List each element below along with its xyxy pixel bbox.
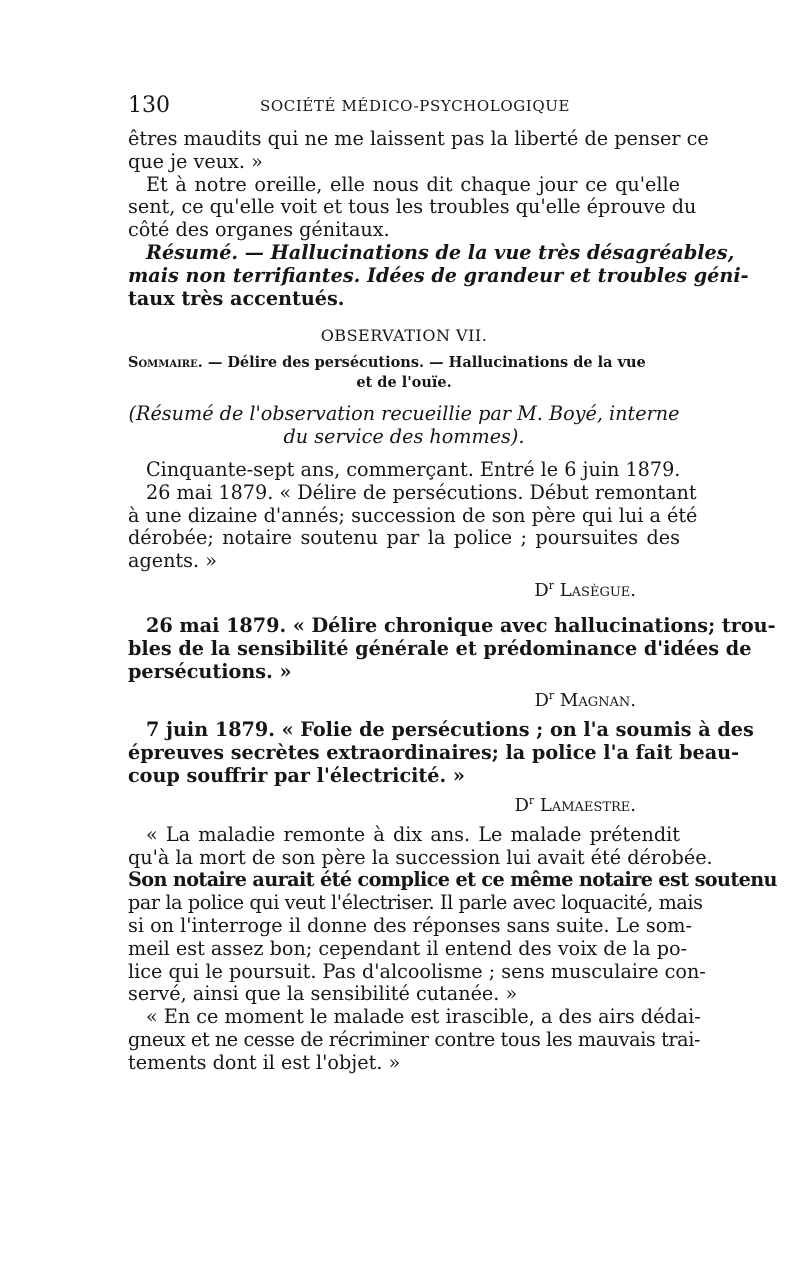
sommaire-text: — Délire des persécutions. — Hallucinations de la vue [207, 354, 646, 372]
text-line: 26 mai 1879. « Délire de persécutions. Début remontant [146, 480, 697, 504]
text-line: dérobée; notaire soutenu par la police ; poursuites des [128, 526, 680, 550]
signature-name: Lamaestre. [539, 794, 636, 816]
sommaire-label: Sommaire. [128, 354, 203, 372]
text-line: lice qui le poursuit. Pas d'alcoolisme ; sens musculaire con- [128, 959, 706, 983]
text-line: Et à notre oreille, elle nous dit chaque jour ce qu'elle [146, 172, 680, 196]
text-line: agents. » [128, 549, 217, 573]
resume-line: taux très accentués. [128, 286, 345, 310]
text-line: gneux et ne cesse de récriminer contre tous les mauvais trai- [128, 1027, 701, 1051]
text-line: servé, ainsi que la sensibilité cutanée. » [128, 982, 518, 1006]
signature-sup: r [548, 578, 554, 592]
page-number: 130 [128, 93, 170, 118]
text-line: 26 mai 1879. « Délire chronique avec hallucinations; trou- [146, 613, 776, 637]
sommaire-line-2: et de l'ouïe. [356, 374, 452, 392]
text-line: 7 juin 1879. « Folie de persécutions ; on l'a soumis à des [146, 718, 754, 742]
text-line: épreuves secrètes extraordinaires; la police l'a fait beau- [128, 741, 740, 765]
observation-subtitle: du service des hommes). [283, 425, 525, 449]
text-line: tements dont il est l'objet. » [128, 1050, 401, 1074]
text-line: « La maladie remonte à dix ans. Le malade prétendit [146, 822, 680, 846]
signature-name: Magnan. [559, 690, 636, 712]
running-title: SOCIÉTÉ MÉDICO-PSYCHOLOGIQUE [260, 97, 571, 115]
signature-magnan [128, 683, 680, 712]
text-line: coup souffrir par l'électricité. » [128, 763, 465, 787]
observation-title: OBSERVATION VII. [320, 326, 488, 346]
page-header [128, 93, 680, 119]
text-line: Son notaire aurait été complice et ce même notaire est soutenu [128, 868, 777, 892]
resume-line: mais non terrifiantes. Idées de grandeur et troubles géni- [128, 263, 749, 287]
text-line: persécutions. » [128, 659, 292, 683]
signature-sup: r [528, 793, 535, 807]
text-line: par la police qui veut l'électriser. Il parle avec loquacité, mais [128, 891, 703, 915]
text-line: sent, ce qu'elle voit et tous les troubles qu'elle éprouve du [128, 195, 697, 219]
text-line: qu'à la mort de son père la succession lui avait été dérobée. [128, 845, 713, 869]
signature-prefix: D [514, 794, 529, 816]
signature-prefix: D [534, 690, 549, 712]
signature-lasegue [128, 573, 680, 599]
sommaire-line [128, 353, 680, 373]
signature-prefix: D [534, 579, 549, 601]
text-line: meil est assez bon; cependant il entend des voix de la po- [128, 936, 688, 960]
text-line: si on l'interroge il donne des réponses sans suite. Le som- [128, 913, 692, 937]
text-line: êtres maudits qui ne me laissent pas la liberté de penser ce [128, 127, 709, 150]
text-line: que je veux. » [128, 149, 263, 173]
text-line: à une dizaine d'annés; succession de son père qui lui a été [128, 503, 698, 527]
resume-line: Résumé. — Hallucinations de la vue très désagréables, [146, 240, 735, 264]
body-text [128, 127, 777, 1075]
text-line: « En ce moment le malade est irascible, a des airs dédai- [146, 1005, 701, 1029]
signature-sup: r [548, 689, 555, 703]
text-line: Cinquante-sept ans, commerçant. Entré le 6 juin 1879. [146, 457, 681, 481]
signature-name: Lasègue. [559, 579, 636, 601]
text-line: côté des organes génitaux. [128, 218, 390, 242]
signature-lamaestre [128, 788, 680, 814]
text-line: bles de la sensibilité générale et prédominance d'idées de [128, 636, 752, 660]
observation-subtitle: (Résumé de l'observation recueillie par M. Boyé, interne [128, 402, 680, 426]
